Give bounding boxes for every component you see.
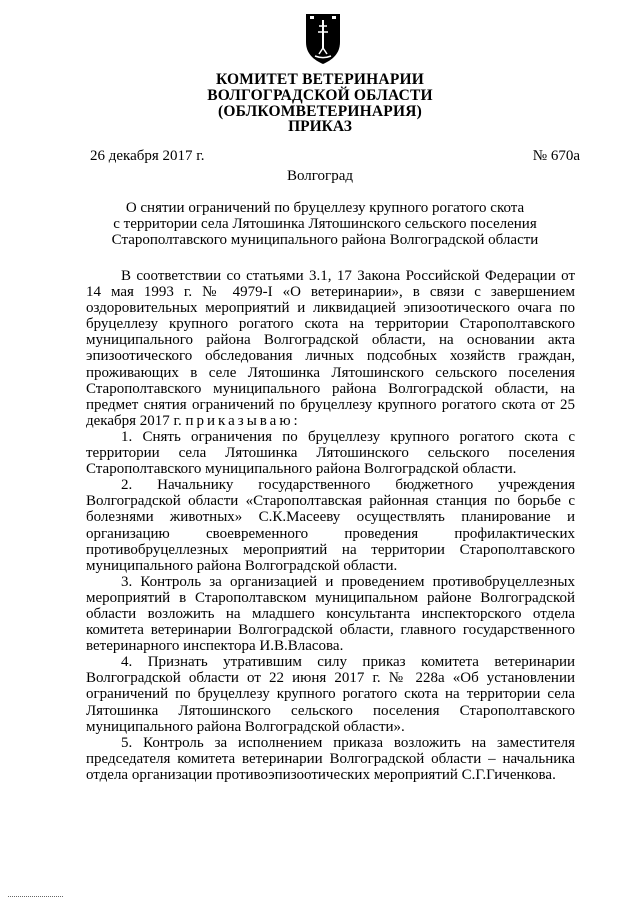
preamble-paragraph <box>86 268 575 429</box>
committee-name-line-1: КОМИТЕТ ВЕТЕРИНАРИИ <box>216 71 424 88</box>
order-subject <box>100 200 550 248</box>
committee-name-line-2: ВОЛГОГРАДСКОЙ ОБЛАСТИ <box>207 87 433 104</box>
subject-line: Старополтавского муниципального района Волгоградской области <box>111 232 539 248</box>
order-body <box>86 268 575 783</box>
order-item-5: 5. Контроль за исполнением приказа возложить на заместителя председателя комитета ветеринарии Волгоградской области – начальника отдела организации противоэпизоотических мероприятий С.Г.Гиченкова. <box>86 734 575 783</box>
order-item-3: 3. Контроль за организацией и проведением противобруцеллезных мероприятий в Старополтавском муниципальном районе Волгоградской области возложить на младшего консультанта инспекторского отдела комитета ветеринарии Волгоградской области, главного государственного ветеринарного инспектора И.В.Власова. <box>86 573 575 655</box>
preamble-text: В соответствии со статьями 3.1, 17 Закона Российской Федерации от 14 мая 1993 г. № 4979-I «О ветеринарии», в связи с завершением оздоровительных мероприятий и ликвидацией эпизоотического очага по бруцеллезу крупного рогатого скота на территории Старополтавского муниципального района Волгоградской области, на основании акта эпизоотического обследования личных подсобных хозяйств граждан, проживающих в селе Лятошинка Лятошинского сельского поселения Старополтавского муниципального района Волгоградской области, на предмет снятия ограничений по бруцеллезу крупного рогатого скота от 25 декабря 2017 г. <box>86 268 575 429</box>
order-item-2: 2. Начальнику государственного бюджетного учреждения Волгоградской области «Старополтавская районная станция по борьбе с болезнями животных» С.К.Масееву осуществлять планирование и организацию своевременного проведения профилактических противобруцеллезных мероприятий на территории Старополтавского муниципального района Волгоградской области. <box>86 477 575 574</box>
order-word: приказываю: <box>185 412 301 429</box>
order-item-4: 4. Признать утратившим силу приказ комитета ветеринарии Волгоградской области от 22 июня 2017 г. № 228а «Об установлении ограничений по бруцеллезу крупного рогатого скота на территории села Лятошинка Лятошинского сельского поселения Старополтавского муниципального района Волгоградской области». <box>86 654 575 735</box>
order-number: № 670а <box>532 148 580 164</box>
order-date: 26 декабря 2017 г. <box>90 148 205 164</box>
coat-of-arms-icon <box>300 12 346 66</box>
committee-short-name: (ОБЛКОМВЕТЕРИНАРИЯ) <box>218 103 422 120</box>
subject-line: с территории села Лятошинка Лятошинского сельского поселения <box>113 216 537 232</box>
subject-line: О снятии ограничений по бруцеллезу крупного рогатого скота <box>125 200 525 216</box>
order-city: Волгоград <box>286 168 353 184</box>
order-item-1: 1. Снять ограничения по бруцеллезу крупного рогатого скота с территории села Лятошинка Лятошинского сельского поселения Старополтавского муниципального района Волгоградской области. <box>86 428 575 478</box>
document-type-title: ПРИКАЗ <box>288 118 352 135</box>
page-footer-divider <box>8 896 63 897</box>
